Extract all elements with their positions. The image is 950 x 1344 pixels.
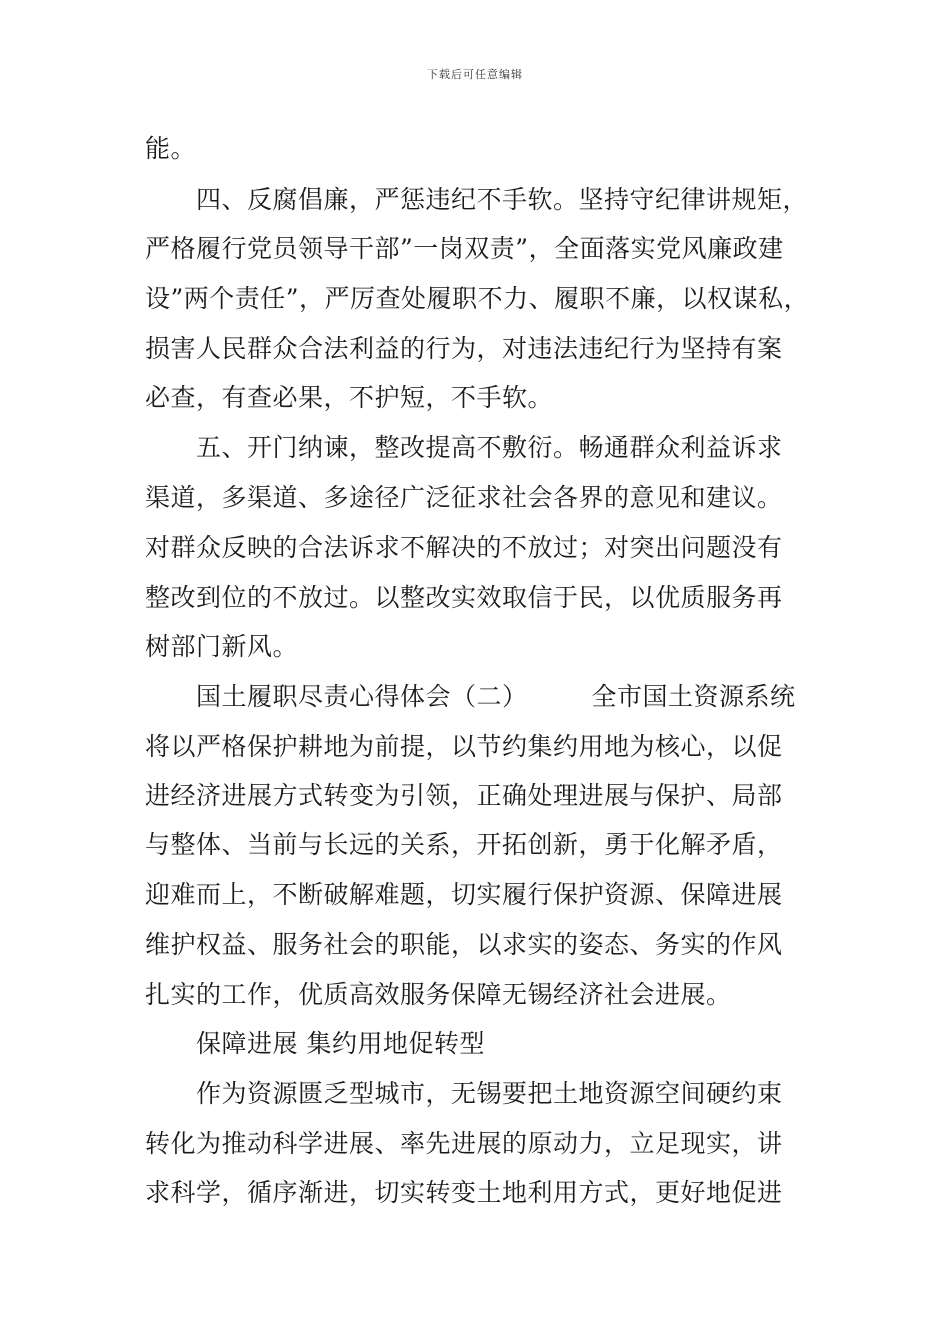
text-line: 将以严格保护耕地为前提，以节约集约用地为核心，以促 [145,732,783,761]
text-line: 扎实的工作，优质高效服务保障无锡经济社会进展。 [145,980,732,1009]
text-line: 设”两个责任”，严厉查处履职不力、履职不廉，以权谋私， [145,284,810,313]
text-line: 整改到位的不放过。以整改实效取信于民，以优质服务再 [145,583,783,612]
text-line: 转化为推动科学进展、率先进展的原动力，立足现实，讲 [145,1129,783,1158]
text-line: 能。 [145,134,197,163]
text-line: 损害人民群众合法利益的行为，对违法违纪行为坚持有案 [145,334,783,363]
text-line: 维护权益、服务社会的职能，以求实的姿态、务实的作风 [145,930,783,959]
text-line: 四、反腐倡廉，严惩违纪不手软。坚持守纪律讲规矩， [145,185,809,214]
text-line: 作为资源匮乏型城市，无锡要把土地资源空间硬约束 [145,1079,783,1108]
text-line: 渠道，多渠道、多途径广泛征求社会各界的意见和建议。 [145,483,783,512]
text-line: 与整体、当前与长远的关系，开拓创新，勇于化解矛盾， [145,830,783,859]
text-line: 求科学，循序渐进，切实转变土地利用方式，更好地促进 [145,1178,783,1207]
text-line: 迎难而上，不断破解难题，切实履行保护资源、保障进展 [145,880,783,909]
text-line: 对群众反映的合法诉求不解决的不放过；对突出问题没有 [145,533,783,562]
text-line: 五、开门纳谏，整改提高不敷衍。畅通群众利益诉求 [145,433,783,462]
text-line: 必查，有查必果，不护短，不手软。 [145,383,554,412]
text-line: 保障进展 集约用地促转型 [145,1029,485,1058]
text-line: 严格履行党员领导干部”一岗双责”，全面落实党风廉政建 [145,234,784,263]
text-line: 进经济进展方式转变为引领，正确处理进展与保护、局部 [145,781,783,810]
text-line: 树部门新风。 [145,632,299,661]
page-header: 下载后可任意编辑 [427,68,523,81]
text-line: 国土履职尽责心得体会（二） 全市国土资源系统 [145,682,796,711]
